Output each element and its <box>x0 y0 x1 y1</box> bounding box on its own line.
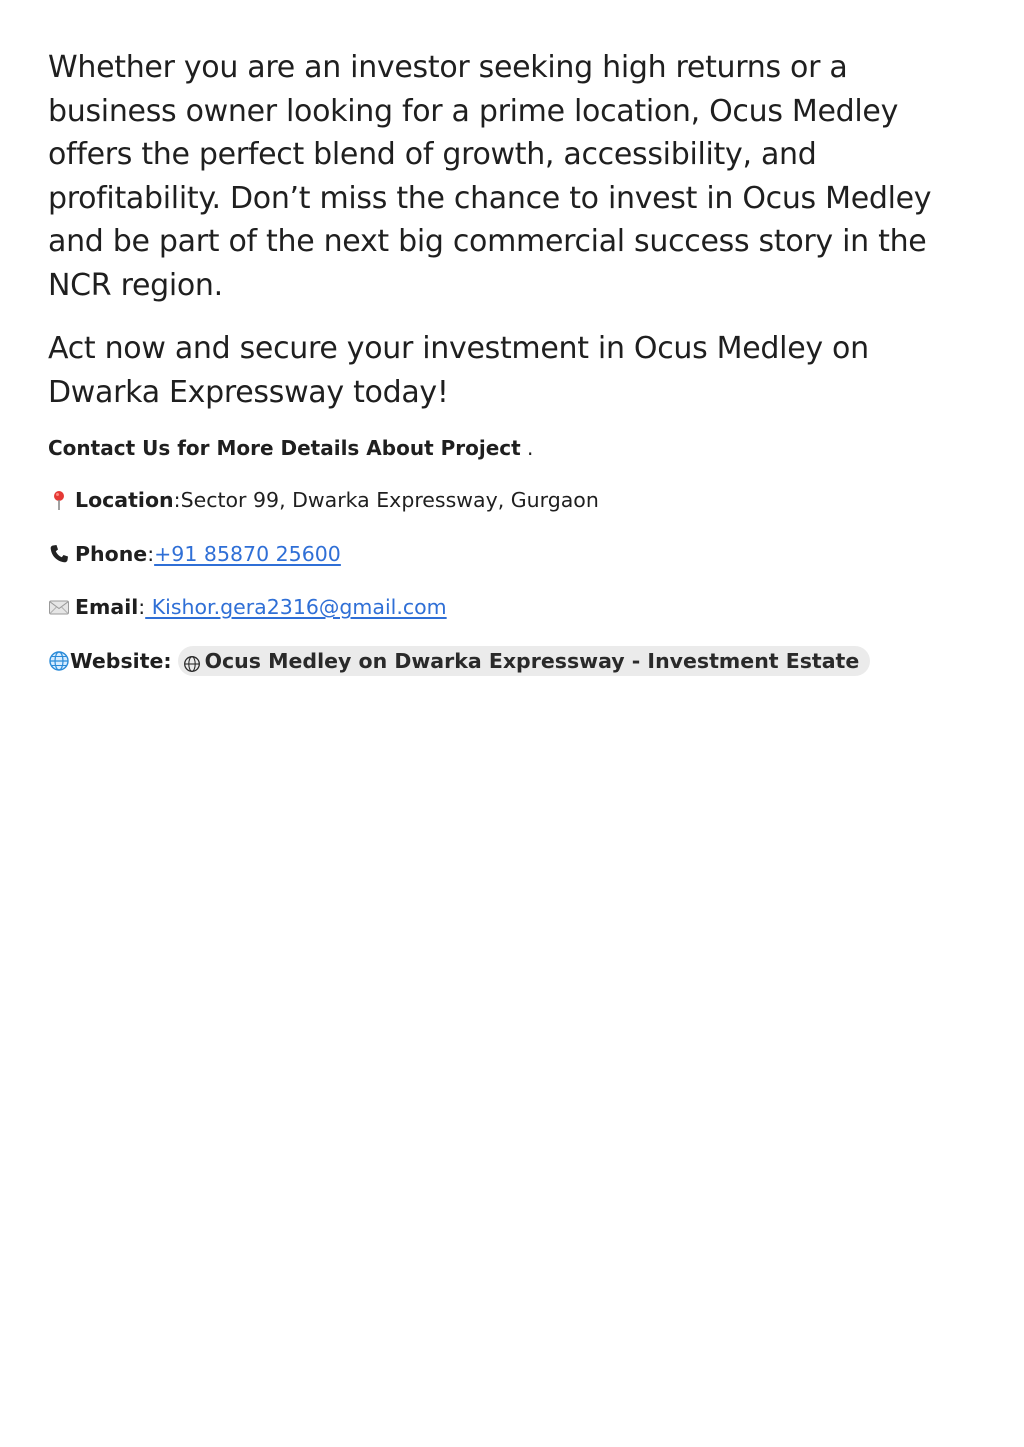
location-separator: : <box>173 488 181 512</box>
email-label: Email <box>75 595 139 619</box>
intro-paragraph: Whether you are an investor seeking high returns or a business owner looking for a prime location, Ocus Medley offers the perfect blend of growth, accessibility, and profitability. Don’t miss the chance to invest in Ocus Medley and be part of the next big commercial success story in the NCR region. <box>48 50 932 303</box>
call-to-action-paragraph: Act now and secure your investment in Ocus Medley on Dwarka Expressway today! <box>48 331 869 410</box>
envelope-icon <box>48 596 70 618</box>
globe-icon <box>48 650 70 672</box>
phone-label: Phone <box>75 542 148 566</box>
phone-icon <box>48 543 70 565</box>
email-row <box>48 593 978 621</box>
document-body <box>48 46 978 676</box>
phone-link[interactable]: +91 85870 25600 <box>154 542 341 566</box>
email-link[interactable]: Kishor.gera2316@gmail.com <box>145 595 447 619</box>
globe-outline-icon <box>183 652 201 670</box>
pin-icon <box>48 489 70 511</box>
website-label: Website: <box>70 649 172 673</box>
website-link-text: Ocus Medley on Dwarka Expressway - Investment Estate <box>204 649 860 673</box>
phone-separator: : <box>147 542 155 566</box>
location-label: Location <box>75 488 174 512</box>
location-row <box>48 486 978 514</box>
contact-heading <box>48 434 978 462</box>
phone-row <box>48 540 978 568</box>
website-link-chip[interactable] <box>178 646 871 676</box>
contact-heading-suffix: . <box>520 436 534 460</box>
website-row <box>48 646 978 676</box>
email-separator: : <box>138 595 146 619</box>
location-value: Sector 99, Dwarka Expressway, Gurgaon <box>180 488 599 512</box>
contact-heading-text: Contact Us for More Details About Project <box>48 436 521 460</box>
